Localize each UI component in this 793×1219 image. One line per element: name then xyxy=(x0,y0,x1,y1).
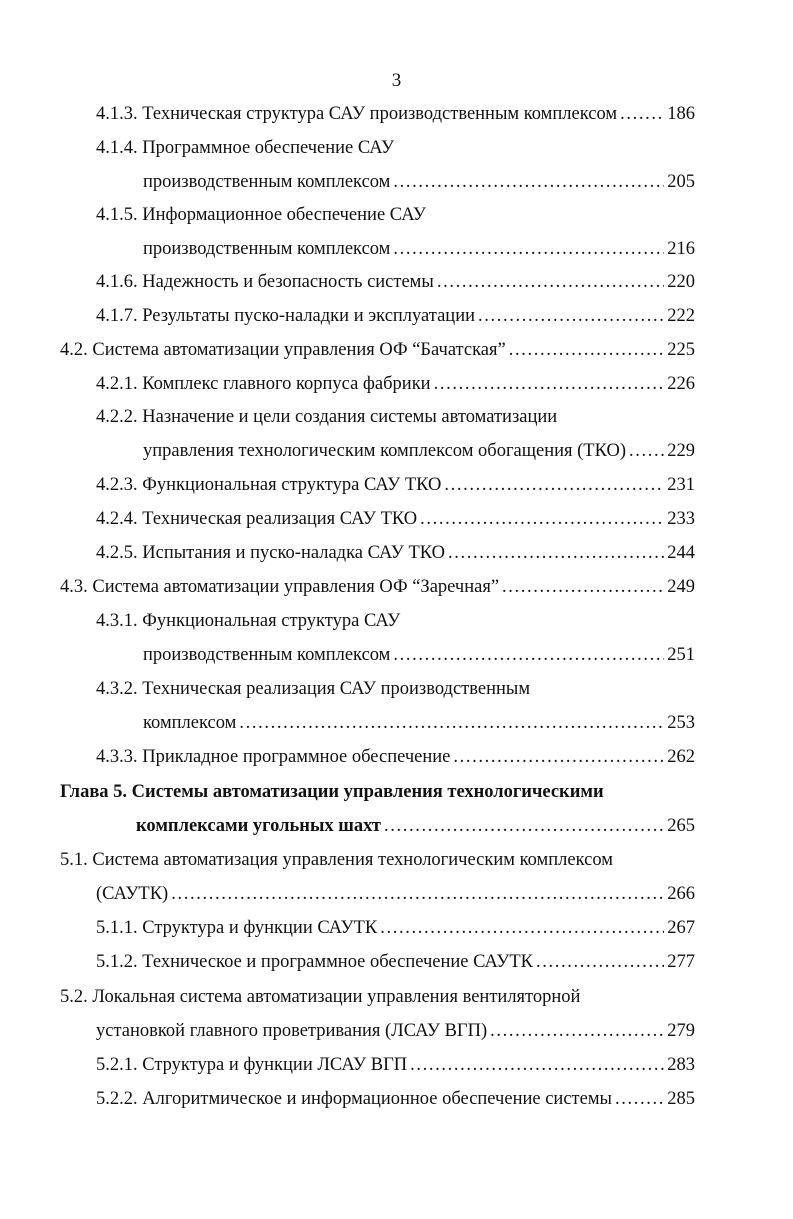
toc-entry-4-2-2 xyxy=(96,406,695,462)
page-number: 3 xyxy=(391,70,402,91)
dot-leader xyxy=(620,103,664,125)
toc-page-number: 231 xyxy=(667,475,695,495)
toc-page-number: 262 xyxy=(667,747,695,767)
dot-leader xyxy=(536,951,664,973)
toc-page-number: 216 xyxy=(667,239,695,259)
toc-entry-4-3-3 xyxy=(96,746,695,768)
toc-entry-title-continued: комплексом xyxy=(143,713,237,733)
toc-entry-5-1-2 xyxy=(96,951,695,973)
toc-entry-title: 4.1.4. Программное обеспечение САУ xyxy=(96,138,395,158)
dot-leader xyxy=(420,508,664,530)
toc-entry-title: 4.2.5. Испытания и пуско-наладка САУ ТКО xyxy=(96,543,446,563)
toc-entry-title: 4.3.3. Прикладное программное обеспечение xyxy=(96,747,451,767)
dot-leader xyxy=(437,271,664,293)
toc-page-number: 265 xyxy=(667,816,695,836)
toc-page-number: 277 xyxy=(667,952,695,972)
dot-leader xyxy=(384,815,664,837)
toc-entry-4-3-2 xyxy=(96,678,695,734)
toc-entry-title: 4.1.6. Надежность и безопасность системы xyxy=(96,272,434,292)
toc-entry-title: 5.1.2. Техническое и программное обеспечение САУТК xyxy=(96,952,534,972)
toc-page-number: 285 xyxy=(667,1089,695,1109)
toc-entry-title: 4.2.3. Функциональная структура САУ ТКО xyxy=(96,475,442,495)
toc-chapter-title-continued: комплексами угольных шахт xyxy=(136,816,382,836)
dot-leader xyxy=(502,576,664,598)
toc-page-number: 186 xyxy=(667,104,695,124)
toc-page-number: 279 xyxy=(667,1021,695,1041)
toc-entry-4-3-1 xyxy=(96,610,695,666)
toc-entry-title-continued: (САУТК) xyxy=(96,884,169,904)
toc-page-number: 225 xyxy=(667,340,695,360)
toc-entry-4-1-5 xyxy=(96,204,695,260)
dot-leader xyxy=(410,1054,664,1076)
toc-entry-5-2-1 xyxy=(96,1054,695,1076)
toc-page-number: 226 xyxy=(667,374,695,394)
toc-entry-title-continued: производственным комплексом xyxy=(143,239,391,259)
toc-entry-4-1-4 xyxy=(96,137,695,193)
toc-entry-title: 4.3. Система автоматизации управления ОФ “Заречная” xyxy=(60,577,500,597)
toc-entry-title: 4.2.4. Техническая реализация САУ ТКО xyxy=(96,509,418,529)
dot-leader xyxy=(434,373,665,395)
toc-entry-title: 4.1.5. Информационное обеспечение САУ xyxy=(96,205,427,225)
toc-page-number: 205 xyxy=(667,172,695,192)
toc-chapter-title: Глава 5. Системы автоматизации управления технологическими xyxy=(60,782,604,802)
dot-leader xyxy=(478,305,664,327)
dot-leader xyxy=(629,440,664,462)
toc-entry-title-continued: производственным комплексом xyxy=(143,172,391,192)
dot-leader xyxy=(444,474,664,496)
toc-entry-title-continued: производственным комплексом xyxy=(143,645,391,665)
toc-entry-4-1-6 xyxy=(96,271,695,293)
dot-leader xyxy=(393,644,664,666)
toc-entry-title: 4.1.7. Результаты пуско-наладки и эксплуатации xyxy=(96,306,475,326)
toc-page-number: 267 xyxy=(667,918,695,938)
toc-page-number: 253 xyxy=(667,713,695,733)
toc-entry-4-1-3 xyxy=(96,103,695,125)
toc-entry-title: 5.1.1. Структура и функции САУТК xyxy=(96,918,378,938)
toc-entry-5-1 xyxy=(60,849,695,905)
toc-entry-chapter-5 xyxy=(60,781,695,837)
toc-page-number: 220 xyxy=(667,272,695,292)
toc-entry-title: 5.1. Система автоматизация управления технологическим комплексом xyxy=(60,850,613,870)
toc-entry-title: 5.2. Локальная система автоматизации управления вентиляторной xyxy=(60,987,581,1007)
toc-entry-title: 5.2.1. Структура и функции ЛСАУ ВГП xyxy=(96,1055,408,1075)
toc-entry-5-2 xyxy=(60,986,695,1042)
dot-leader xyxy=(509,339,665,361)
toc-entry-4-3 xyxy=(60,576,695,598)
toc-entry-4-2-1 xyxy=(96,373,695,395)
dot-leader xyxy=(490,1020,664,1042)
toc-entry-4-2-3 xyxy=(96,474,695,496)
dot-leader xyxy=(171,883,664,905)
toc-entry-title: 4.3.1. Функциональная структура САУ xyxy=(96,611,401,631)
toc-entry-5-1-1 xyxy=(96,917,695,939)
dot-leader xyxy=(453,746,664,768)
toc-page-number: 251 xyxy=(667,645,695,665)
toc-entry-5-2-2 xyxy=(96,1088,695,1110)
toc-entry-4-1-7 xyxy=(96,305,695,327)
dot-leader xyxy=(380,917,664,939)
toc-page-number: 229 xyxy=(667,441,695,461)
toc-entry-4-2-4 xyxy=(96,508,695,530)
toc-page-number: 222 xyxy=(667,306,695,326)
dot-leader xyxy=(615,1088,664,1110)
dot-leader xyxy=(393,238,664,260)
toc-entry-title: 5.2.2. Алгоритмическое и информационное обеспечение системы xyxy=(96,1089,612,1109)
toc-entry-4-2 xyxy=(60,339,695,361)
toc-entry-title: 4.2. Система автоматизации управления ОФ “Бачатская” xyxy=(60,340,506,360)
dot-leader xyxy=(448,542,664,564)
toc-entry-title: 4.1.3. Техническая структура САУ производственным комплексом xyxy=(96,104,618,124)
toc-entry-4-2-5 xyxy=(96,542,695,564)
toc-entry-title: 4.2.2. Назначение и цели создания системы автоматизации xyxy=(96,407,558,427)
toc-entry-title: 4.2.1. Комплекс главного корпуса фабрики xyxy=(96,374,431,394)
toc-entry-title-continued: управления технологическим комплексом обогащения (ТКО) xyxy=(143,441,626,461)
toc-entry-title: 4.3.2. Техническая реализация САУ производственным xyxy=(96,679,531,699)
dot-leader xyxy=(239,712,664,734)
toc-page-number: 249 xyxy=(667,577,695,597)
toc-entry-title-continued: установкой главного проветривания (ЛСАУ ВГП) xyxy=(96,1021,488,1041)
toc-page-number: 233 xyxy=(667,509,695,529)
dot-leader xyxy=(393,171,664,193)
toc-page-number: 266 xyxy=(667,884,695,904)
toc-page-number: 244 xyxy=(667,543,695,563)
toc-page-number: 283 xyxy=(667,1055,695,1075)
